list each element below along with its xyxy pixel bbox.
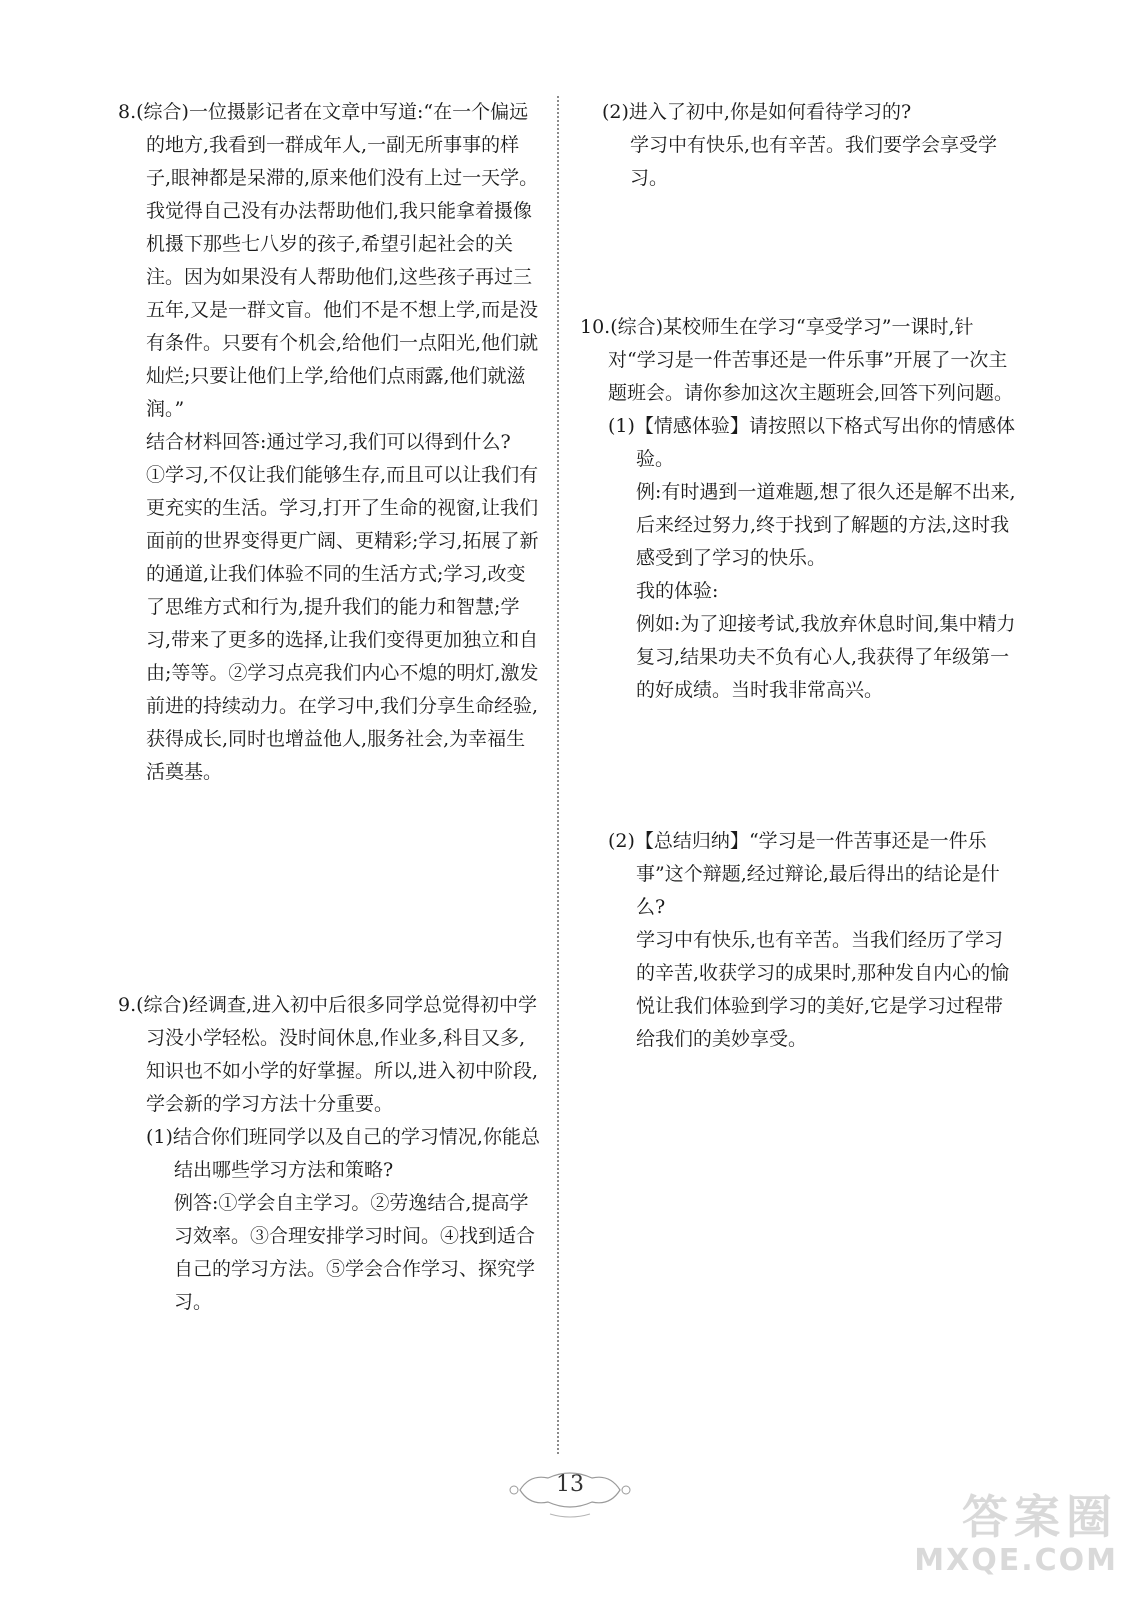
q8-stem: 8.(综合)一位摄影记者在文章中写道:“在一个偏远的地方,我看到一群成年人,一副无所事事的样子,眼神都是呆滞的,原来他们没有上过一天学。我觉得自己没有办法帮助他们,我只能拿着摄像机摄下那些七八岁的孩子,希望引起社会的关注。因为如果没有人帮助他们,这些孩子再过三五年,又是一群文盲。他们不是不想上学,而是没有条件。只要有个机会,给他们一点阳光,他们就灿烂;只要让他们上学,给他们点雨露,他们就滋润。” [118, 101, 539, 420]
q10-stem: 10.(综合)某校师生在学习“享受学习”一课时,针对“学习是一件苦事还是一件乐事”开展了一次主题班会。请你参加这次主题班会,回答下列问题。 [580, 316, 1014, 404]
q9-sub2: (2)进入了初中,你是如何看待学习的? [602, 101, 912, 123]
q9-ans2: 学习中有快乐,也有辛苦。我们要学会享受学习。 [630, 134, 998, 189]
q10-sub1-number: (1) [608, 415, 635, 437]
q10-sub2 [580, 825, 1020, 924]
watermark [860, 1490, 1140, 1600]
q10-sub2-text: “学习是一件苦事还是一件乐事”这个辩题,经过辩论,最后得出的结论是什么? [636, 830, 1000, 918]
q10-example: 例:有时遇到一道难题,想了很久还是解不出来,后来经过努力,终于找到了解题的方法,这时我感受到了学习的快乐。 [636, 481, 1016, 569]
q9-stem: 9.(综合)经调查,进入初中后很多同学总觉得初中学习没小学轻松。没时间休息,作业多,科目又多,知识也不如小学的好掌握。所以,进入初中阶段,学会新的学习方法十分重要。 [118, 994, 539, 1115]
page-number: 13 [556, 1472, 584, 1497]
column-divider [557, 96, 559, 1454]
q8-answer: ①学习,不仅让我们能够生存,而且可以让我们有更充实的生活。学习,打开了生命的视窗,让我们面前的世界变得更广阔、更精彩;学习,拓展了新的通道,让我们体验不同的生活方式;学习,改变了思维方式和行为,提升我们的能力和智慧;学习,带来了更多的选择,让我们变得更加独立和自由;等等。②学习点亮我们内心不熄的明灯,激发前进的持续动力。在学习中,我们分享生命经验,获得成长,同时也增益他人,服务社会,为幸福生活奠基。 [146, 464, 539, 783]
q10-sub2-number: (2) [608, 830, 635, 852]
q8-question: 结合材料回答:通过学习,我们可以得到什么? [146, 431, 511, 453]
left-column [118, 96, 543, 1319]
q10-sub1 [580, 410, 1020, 476]
q10-ans2: 学习中有快乐,也有辛苦。当我们经历了学习的辛苦,收获学习的成果时,那种发自内心的愉悦让我们体验到学习的美好,它是学习过程带给我们的美妙享受。 [636, 929, 1010, 1050]
q10-my-answer: 例如:为了迎接考试,我放弃休息时间,集中精力复习,结果功夫不负有心人,我获得了年级第一的好成绩。当时我非常高兴。 [636, 613, 1016, 701]
q10-sub1-tag: 【情感体验】 [634, 415, 749, 437]
q9-sub2-answer-space [580, 195, 1020, 311]
q9-ans1: 例答:①学会自主学习。②劳逸结合,提高学习效率。③合理安排学习时间。④找到适合自己的学习方法。⑤学会合作学习、探究学习。 [174, 1192, 536, 1313]
q9-sub1: (1)结合你们班同学以及自己的学习情况,你能总结出哪些学习方法和策略? [146, 1126, 540, 1181]
page-footer [500, 1464, 640, 1524]
watermark-en: MXQE.COM [914, 1543, 1118, 1578]
q10-sub1-text: 请按照以下格式写出你的情感体验。 [636, 415, 1015, 470]
right-column [580, 96, 1020, 1056]
q10-my-label: 我的体验: [636, 580, 719, 602]
watermark-cn: 答案圈 [962, 1490, 1118, 1544]
q8-answer-space [118, 789, 543, 989]
q10-sub1-answer-space [580, 707, 1020, 825]
q10-sub2-tag: 【总结归纳】 [634, 830, 749, 852]
